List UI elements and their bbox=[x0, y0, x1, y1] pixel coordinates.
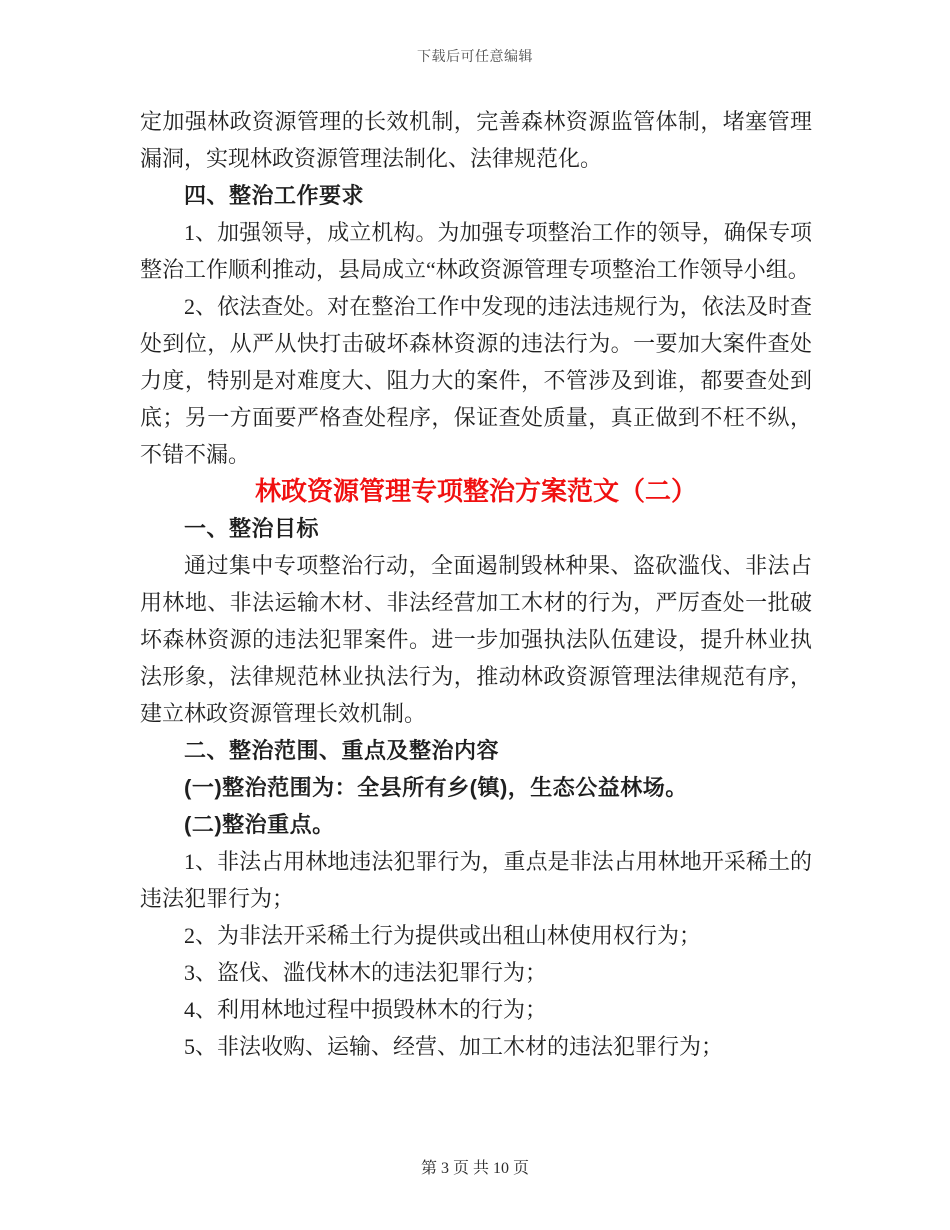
focus-item-1: 1、非法占用林地违法犯罪行为，重点是非法占用林地开采稀土的违法犯罪行为； bbox=[140, 849, 812, 911]
section-heading-one: 一、整治目标 bbox=[184, 516, 320, 541]
goal-paragraph: 通过集中专项整治行动，全面遏制毁林种果、盗砍滥伐、非法占用林地、非法运输木材、非法经营加工木材的行为，严厉查处一批破坏森林资源的违法犯罪案件。进一步加强执法队伍建设，提升林业执法形象，法律规范林业执法行为，推动林政资源管理法律规范有序，建立林政资源管理长效机制。 bbox=[140, 553, 812, 726]
section-heading-four: 四、整治工作要求 bbox=[184, 183, 365, 208]
numbered-paragraph-2: 2、依法查处。对在整治工作中发现的违法违规行为，依法及时查处到位，从严从快打击破坏森林资源的违法行为。一要加大案件查处力度，特别是对难度大、阻力大的案件，不管涉及到谁，都要查处到底；另一方面要严格查处程序，保证查处质量，真正做到不枉不纵，不错不漏。 bbox=[140, 294, 812, 467]
page-footer-pagination: 第 3 页 共 10 页 bbox=[420, 1160, 529, 1177]
document-title-red: 林政资源管理专项整治方案范文（二） bbox=[254, 476, 697, 506]
focus-item-4: 4、利用林地过程中损毁林木的行为； bbox=[184, 997, 548, 1022]
page-header-note: 下载后可任意编辑 bbox=[417, 50, 533, 65]
focus-item-5: 5、非法收购、运输、经营、加工木材的违法犯罪行为； bbox=[184, 1034, 724, 1059]
section-heading-two: 二、整治范围、重点及整治内容 bbox=[184, 738, 500, 763]
subsection-heading-scope: (一)整治范围为：全县所有乡(镇)，生态公益林场。 bbox=[184, 775, 688, 800]
subsection-heading-focus: (二)整治重点。 bbox=[184, 812, 335, 837]
document-body bbox=[140, 103, 812, 1065]
numbered-paragraph-1: 1、加强领导，成立机构。为加强专项整治工作的领导，确保专项整治工作顺利推动，县局成立“林政资源管理专项整治工作领导小组。 bbox=[140, 220, 812, 282]
focus-item-2: 2、为非法开采稀土行为提供或出租山林使用权行为； bbox=[184, 923, 702, 948]
paragraph-continued: 定加强林政资源管理的长效机制，完善森林资源监管体制，堵塞管理漏洞，实现林政资源管理法制化、法律规范化。 bbox=[140, 109, 812, 171]
focus-item-3: 3、盗伐、滥伐林木的违法犯罪行为； bbox=[184, 960, 548, 985]
